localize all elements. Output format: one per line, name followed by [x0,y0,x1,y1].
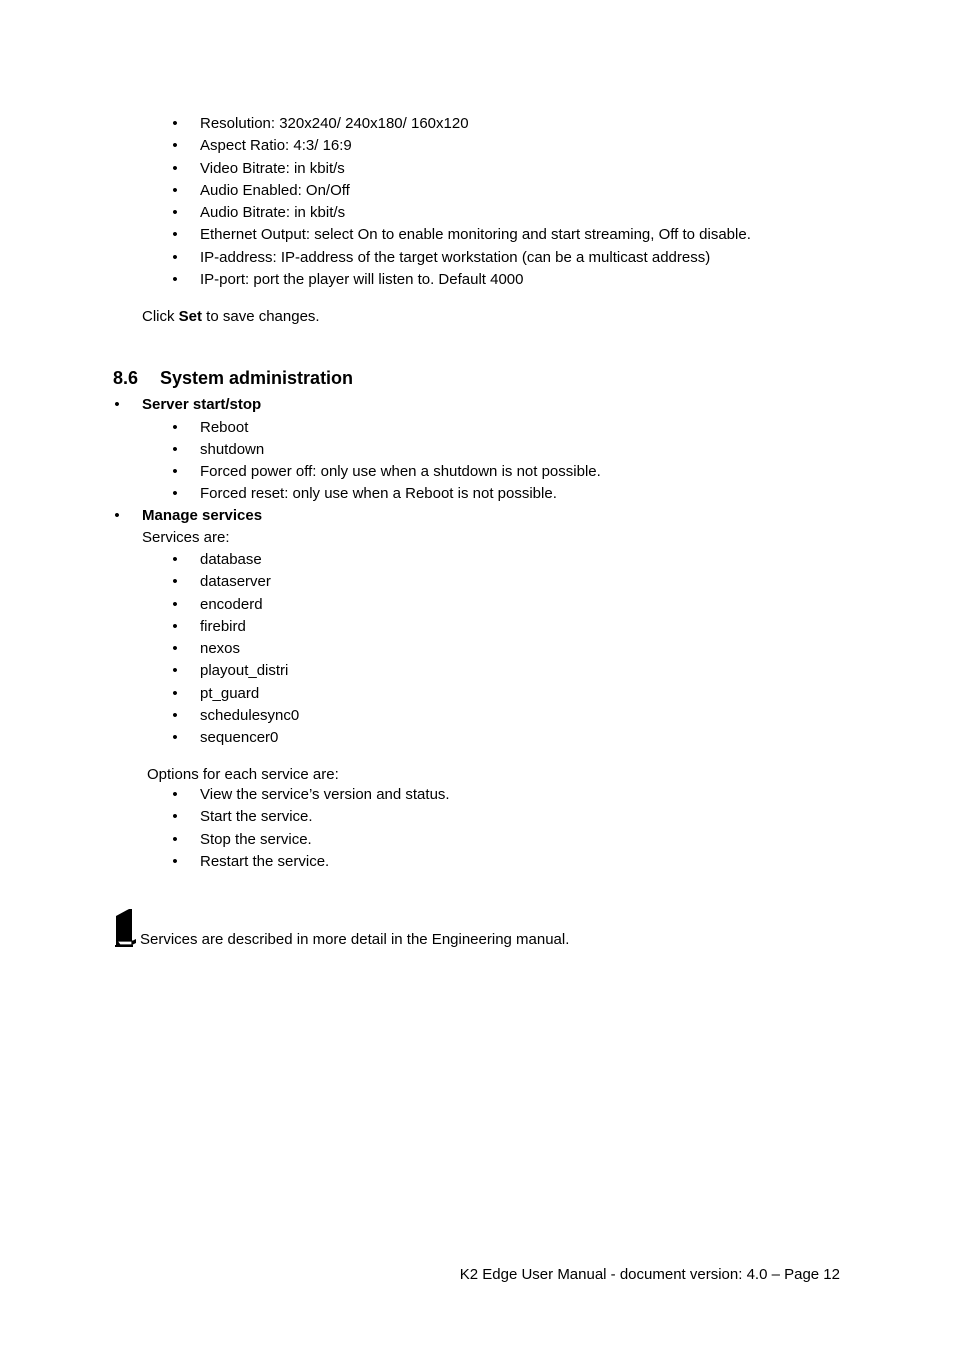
bullet: • [172,573,178,590]
bullet: • [172,137,178,154]
list-item: Resolution: 320x240/ 240x180/ 160x120 [200,115,469,132]
bullet: • [172,249,178,266]
bullet: • [172,419,178,436]
set-keyword: Set [178,308,203,325]
list-item: nexos [200,640,241,657]
bullet: • [172,204,178,221]
list-item: IP-address: IP-address of the target workstation (can be a multicast address) [200,249,711,266]
bullet: • [172,786,178,803]
list-item: Aspect Ratio: 4:3/ 16:9 [200,137,352,154]
list-item: encoderd [200,596,263,613]
bullet: • [172,226,178,243]
bullet: • [172,685,178,702]
list-item: firebird [200,618,246,635]
list-item: Audio Bitrate: in kbit/s [200,204,346,221]
bullet: • [172,485,178,502]
bullet: • [172,160,178,177]
services-intro: Services are: [142,529,230,546]
bullet: • [172,808,178,825]
bullet: • [172,831,178,848]
list-item: Start the service. [200,808,313,825]
bullet: • [172,182,178,199]
bullet: • [172,640,178,657]
page-footer: K2 Edge User Manual - document version: 4.0 – Page 12 [459,1266,840,1283]
list-item: Audio Enabled: On/Off [200,182,350,199]
bullet: • [172,618,178,635]
section-heading [113,367,353,389]
bullet: • [172,729,178,746]
list-item: schedulesync0 [200,707,300,724]
list-item: View the service’s version and status. [200,786,450,803]
list-item: Video Bitrate: in kbit/s [200,160,345,177]
text: to save changes. [202,308,320,325]
bullet: • [172,463,178,480]
list-item: IP-port: port the player will listen to. Default 4000 [200,271,524,288]
bullet: • [172,662,178,679]
bullet: • [172,596,178,613]
bullet: • [172,115,178,132]
bullet: • [114,396,120,413]
list-item: Reboot [200,419,249,436]
server-start-stop-title: Server start/stop [142,396,262,413]
list-item: pt_guard [200,685,260,702]
list-item: playout_distri [200,662,289,679]
list-item: shutdown [200,441,265,458]
note-text: Services are described in more detail in the Engineering manual. [140,931,570,948]
list-item: dataserver [200,573,271,590]
options-intro: Options for each service are: [147,766,339,783]
bullet: • [114,507,120,524]
list-item: Ethernet Output: select On to enable monitoring and start streaming, Off to disable. [200,226,751,243]
list-item: sequencer0 [200,729,279,746]
text: Click [142,308,179,325]
list-item: Forced power off: only use when a shutdown is not possible. [200,463,601,480]
list-item: Forced reset: only use when a Reboot is not possible. [200,485,557,502]
bullet: • [172,551,178,568]
list-item: database [200,551,262,568]
click-set-paragraph [142,308,320,326]
section-number: 8.6 [113,368,139,388]
section-title: System administration [160,368,354,388]
bullet: • [172,441,178,458]
list-item: Restart the service. [200,853,330,870]
bullet: • [172,853,178,870]
list-item: Stop the service. [200,831,312,848]
bullet: • [172,707,178,724]
book-icon [113,908,137,948]
manage-services-title: Manage services [142,507,263,524]
bullet: • [172,271,178,288]
